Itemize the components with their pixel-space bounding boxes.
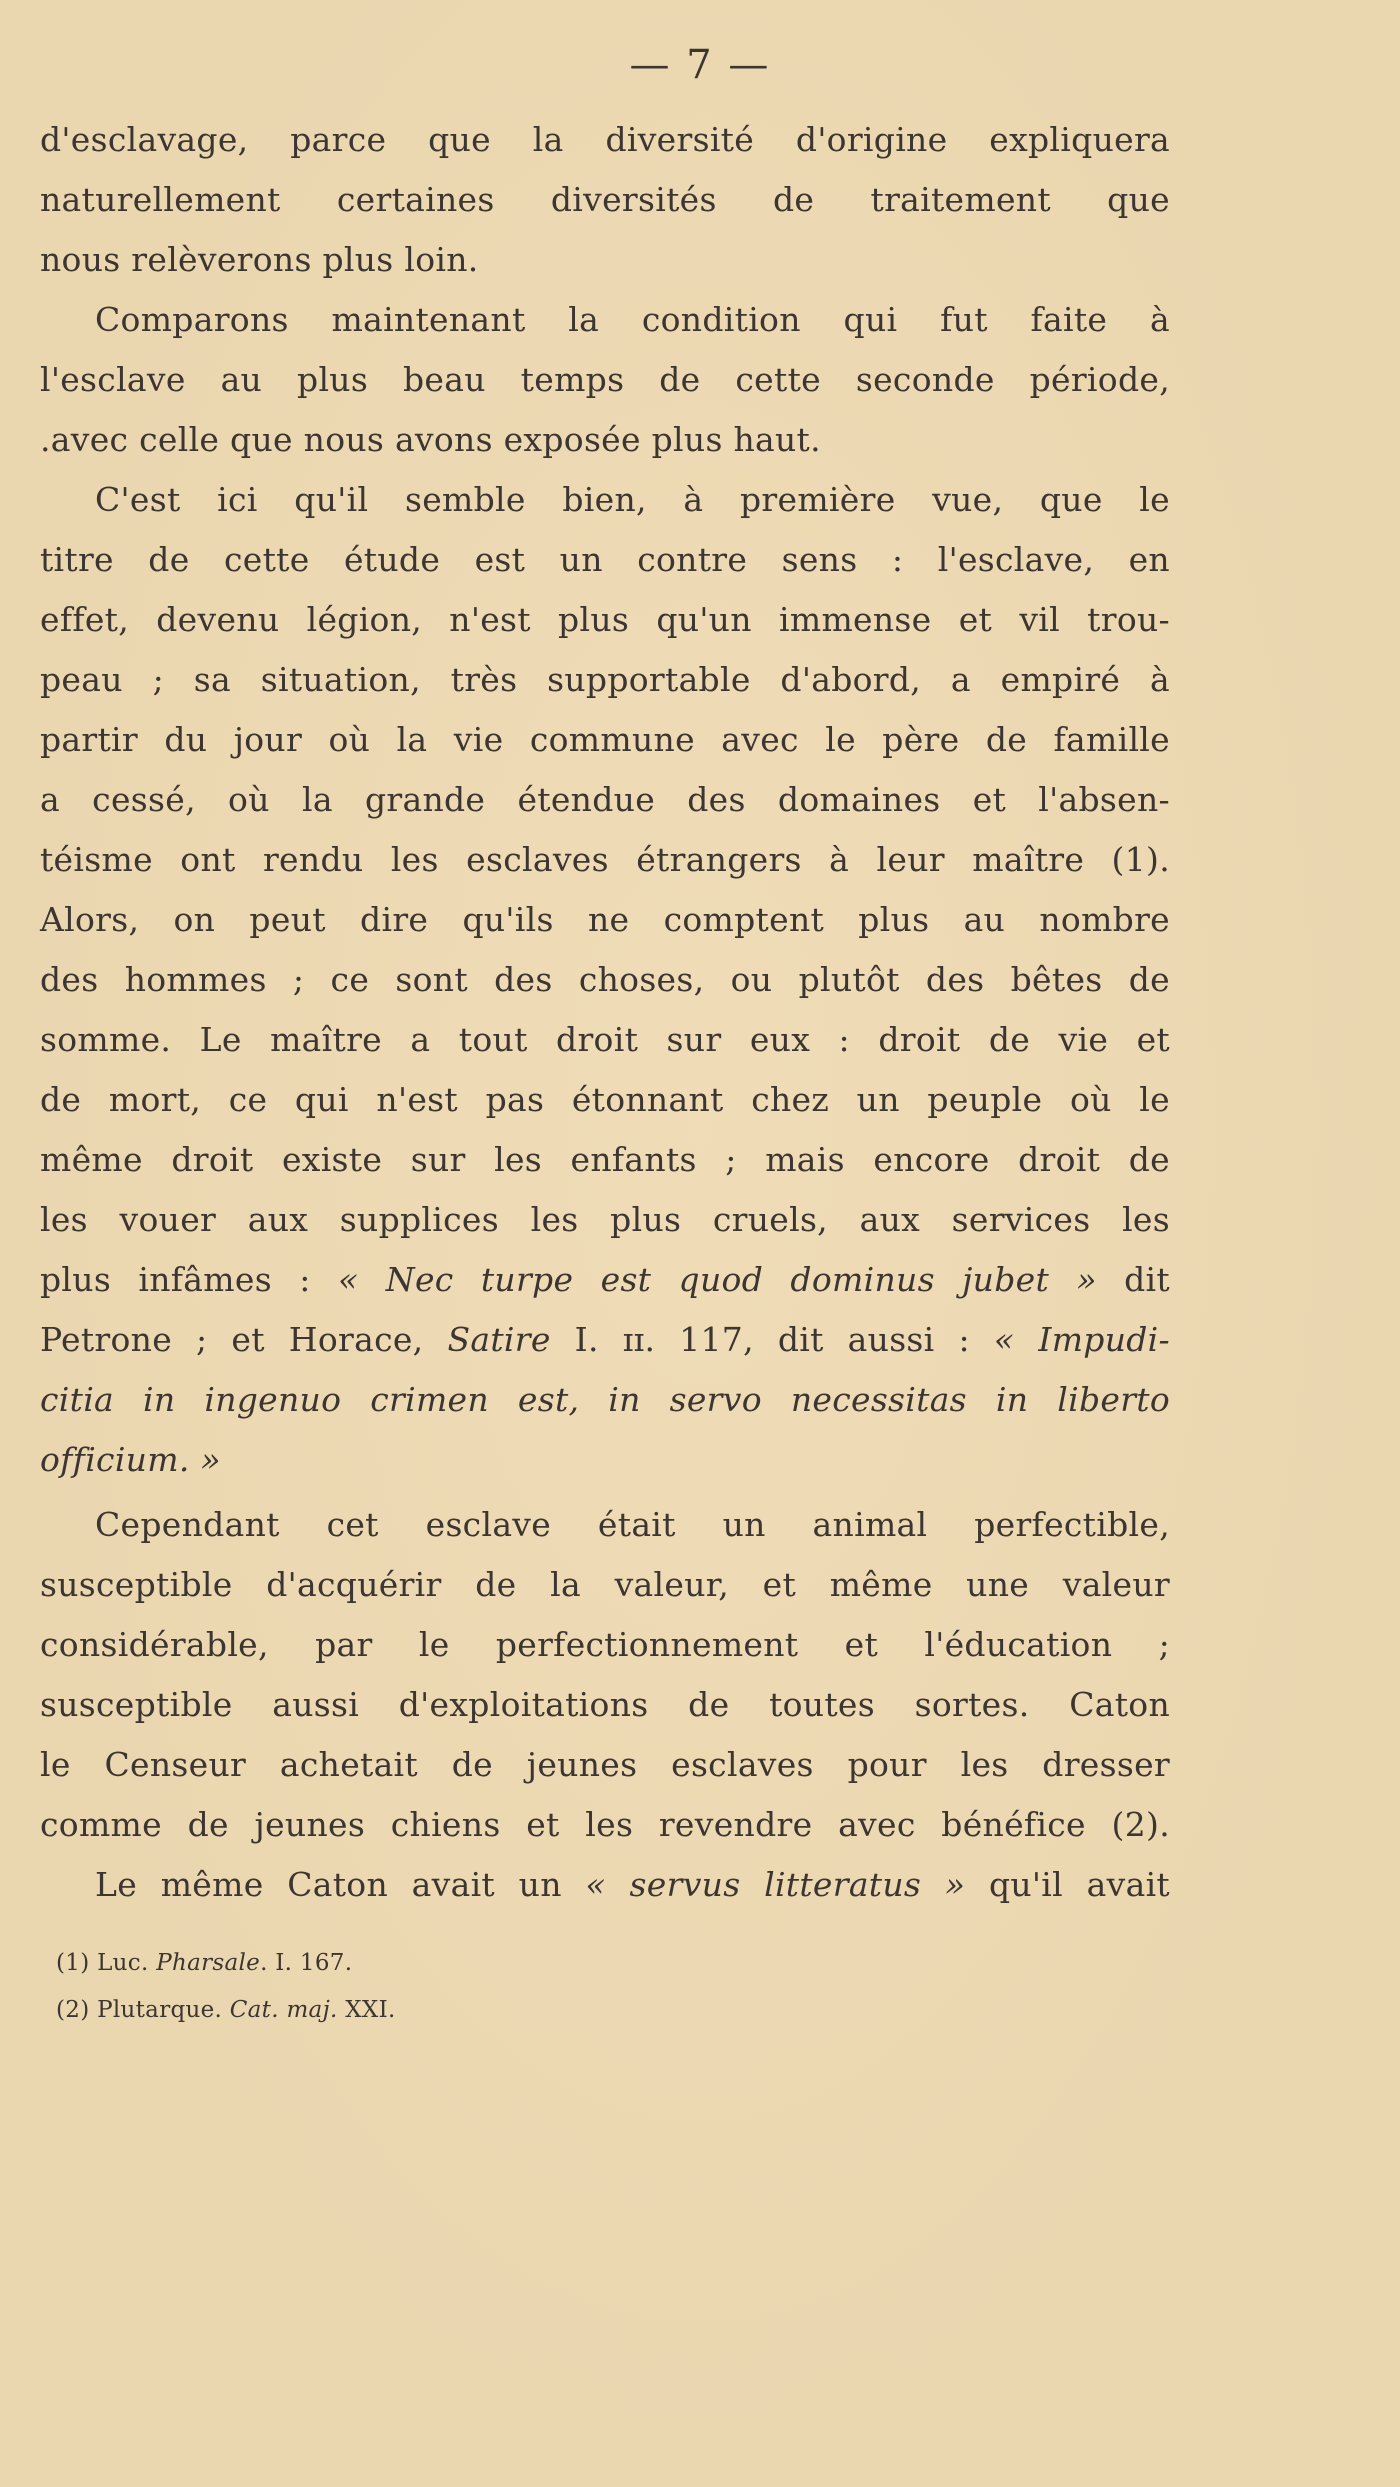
text-line bbox=[40, 1380, 1170, 1420]
text-line: susceptible d'acquérir de la valeur, et même une valeur bbox=[40, 1565, 1170, 1604]
text-line: partir du jour où la vie commune avec le père de famille bbox=[40, 720, 1170, 759]
footnote-2 bbox=[56, 1995, 396, 2025]
text-line: somme. Le maître a tout droit sur eux : droit de vie et bbox=[40, 1020, 1170, 1059]
text-line bbox=[40, 1440, 221, 1480]
text-line: même droit existe sur les enfants ; mais encore droit de bbox=[40, 1140, 1170, 1179]
footnote-text: XXI. bbox=[337, 1997, 396, 2023]
text-line: Cependant cet esclave était un animal perfectible, bbox=[95, 1505, 1170, 1544]
text-line: comme de jeunes chiens et les revendre avec bénéfice (2). bbox=[40, 1805, 1170, 1844]
latin-quote: officium. » bbox=[40, 1440, 221, 1479]
text-line: le Censeur achetait de jeunes esclaves pour les dresser bbox=[40, 1745, 1170, 1784]
page-number: — 7 — bbox=[629, 42, 771, 88]
latin-quote: citia in ingenuo crimen est, in servo necessitas in liberto bbox=[40, 1380, 1170, 1419]
text-line: Comparons maintenant la condition qui fut faite à bbox=[95, 300, 1170, 339]
text-span: qu'il avait bbox=[965, 1865, 1170, 1904]
text-line bbox=[40, 1320, 1170, 1360]
text-line: effet, devenu légion, n'est plus qu'un immense et vil trou- bbox=[40, 600, 1170, 639]
latin-quote: « Impudi- bbox=[993, 1320, 1170, 1359]
text-span: Le même Caton avait un bbox=[95, 1865, 586, 1904]
footnote-1 bbox=[56, 1948, 352, 1978]
text-line: a cessé, où la grande étendue des domaines et l'absen- bbox=[40, 780, 1170, 819]
text-line: nous relèverons plus loin. bbox=[40, 240, 479, 279]
text-line: d'esclavage, parce que la diversité d'origine expliquera bbox=[40, 120, 1170, 159]
text-line: .avec celle que nous avons exposée plus haut. bbox=[40, 420, 821, 459]
text-line: peau ; sa situation, très supportable d'abord, a empiré à bbox=[40, 660, 1170, 699]
footnote-text: . I. 167. bbox=[260, 1950, 353, 1976]
latin-quote: « Nec turpe est quod dominus jubet » bbox=[337, 1260, 1097, 1299]
text-span: Petrone ; et Horace, bbox=[40, 1320, 448, 1359]
text-line: téisme ont rendu les esclaves étrangers à leur maître (1). bbox=[40, 840, 1170, 879]
text-span: plus infâmes : bbox=[40, 1260, 338, 1299]
work-title: Pharsale bbox=[156, 1950, 261, 1976]
text-line: naturellement certaines diversités de traitement que bbox=[40, 180, 1170, 219]
text-line bbox=[95, 1865, 1170, 1905]
work-title: Cat. maj. bbox=[229, 1997, 338, 2023]
work-title: Satire bbox=[447, 1320, 551, 1359]
text-line: C'est ici qu'il semble bien, à première vue, que le bbox=[95, 480, 1170, 519]
text-line: Alors, on peut dire qu'ils ne comptent plus au nombre bbox=[40, 900, 1170, 939]
text-line: des hommes ; ce sont des choses, ou plutôt des bêtes de bbox=[40, 960, 1170, 999]
latin-quote: « servus litteratus » bbox=[585, 1865, 966, 1904]
text-line: considérable, par le perfectionnement et l'éducation ; bbox=[40, 1625, 1170, 1664]
text-line: titre de cette étude est un contre sens : l'esclave, en bbox=[40, 540, 1170, 579]
text-span: dit bbox=[1096, 1260, 1170, 1299]
footnote-mark: (1) Luc. bbox=[56, 1950, 157, 1976]
text-line: les vouer aux supplices les plus cruels, aux services les bbox=[40, 1200, 1170, 1239]
text-span: I. ɪɪ. 117, dit aussi : bbox=[550, 1320, 994, 1359]
footnote-mark: (2) Plutarque. bbox=[56, 1997, 230, 2023]
text-line: l'esclave au plus beau temps de cette seconde période, bbox=[40, 360, 1170, 399]
text-line: susceptible aussi d'exploitations de toutes sortes. Caton bbox=[40, 1685, 1170, 1724]
text-line bbox=[40, 1260, 1170, 1300]
text-line: de mort, ce qui n'est pas étonnant chez un peuple où le bbox=[40, 1080, 1170, 1119]
